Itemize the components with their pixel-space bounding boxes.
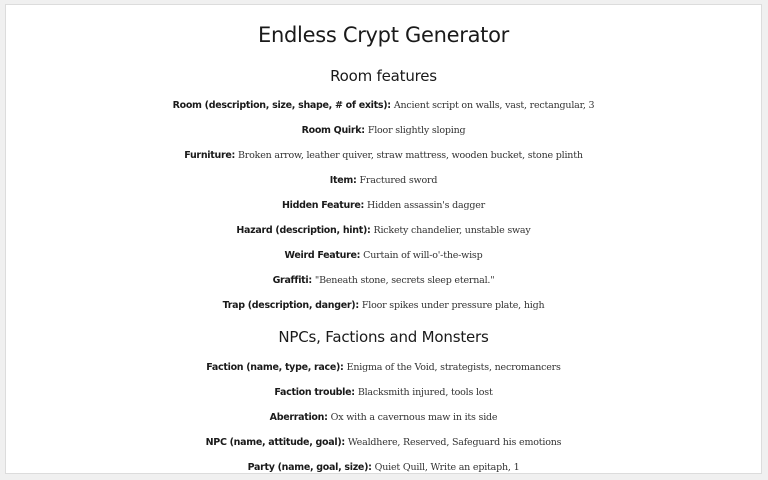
field-label: Party (name, goal, size): [247, 462, 372, 473]
field-value: Hidden assassin's dagger [367, 200, 486, 211]
field-value: Quiet Quill, Write an epitaph, 1 [374, 462, 520, 473]
faction-row [6, 362, 761, 373]
page-title: Endless Crypt Generator [258, 23, 509, 47]
section-heading-npcs: NPCs, Factions and Monsters [278, 328, 489, 346]
field-value: Ox with a cavernous maw in its side [330, 412, 498, 423]
trap-row [6, 300, 761, 311]
field-value: Floor slightly sloping [367, 125, 466, 136]
item-row [6, 175, 761, 186]
field-value: Ancient script on walls, vast, rectangular, 3 [393, 100, 595, 111]
party-row [6, 462, 761, 473]
furniture-row [6, 150, 761, 161]
field-label: Furniture: [184, 150, 235, 161]
hazard-row [6, 225, 761, 236]
field-label: Graffiti: [272, 275, 312, 286]
field-label: Hazard (description, hint): [236, 225, 371, 236]
room-quirk-row [6, 125, 761, 136]
field-label: Room (description, size, shape, # of exits): [172, 100, 391, 111]
field-value: Fractured sword [359, 175, 438, 186]
field-value: Floor spikes under pressure plate, high [361, 300, 545, 311]
field-value: Rickety chandelier, unstable sway [373, 225, 531, 236]
field-label: Item: [329, 175, 357, 186]
field-value: Enigma of the Void, strategists, necromancers [346, 362, 561, 373]
aberration-row [6, 412, 761, 423]
field-label: Faction (name, type, race): [206, 362, 344, 373]
weird-feature-row [6, 250, 761, 261]
field-label: Faction trouble: [274, 387, 355, 398]
hidden-feature-row [6, 200, 761, 211]
field-label: Aberration: [269, 412, 328, 423]
field-value: Wealdhere, Reserved, Safeguard his emotions [347, 437, 562, 448]
field-value: Blacksmith injured, tools lost [357, 387, 493, 398]
field-label: Hidden Feature: [281, 200, 364, 211]
graffiti-row [6, 275, 761, 286]
section-heading-room-features: Room features [330, 67, 437, 85]
field-label: Room Quirk: [301, 125, 365, 136]
content-panel [5, 4, 762, 474]
field-label: Weird Feature: [284, 250, 361, 261]
faction-trouble-row [6, 387, 761, 398]
field-label: NPC (name, attitude, goal): [205, 437, 345, 448]
field-value: Curtain of will-o'-the-wisp [363, 250, 483, 261]
field-value: Broken arrow, leather quiver, straw mattress, wooden bucket, stone plinth [238, 150, 583, 161]
field-label: Trap (description, danger): [222, 300, 359, 311]
room-row [6, 100, 761, 111]
field-value: "Beneath stone, secrets sleep eternal." [314, 275, 495, 286]
npc-row [6, 437, 761, 448]
